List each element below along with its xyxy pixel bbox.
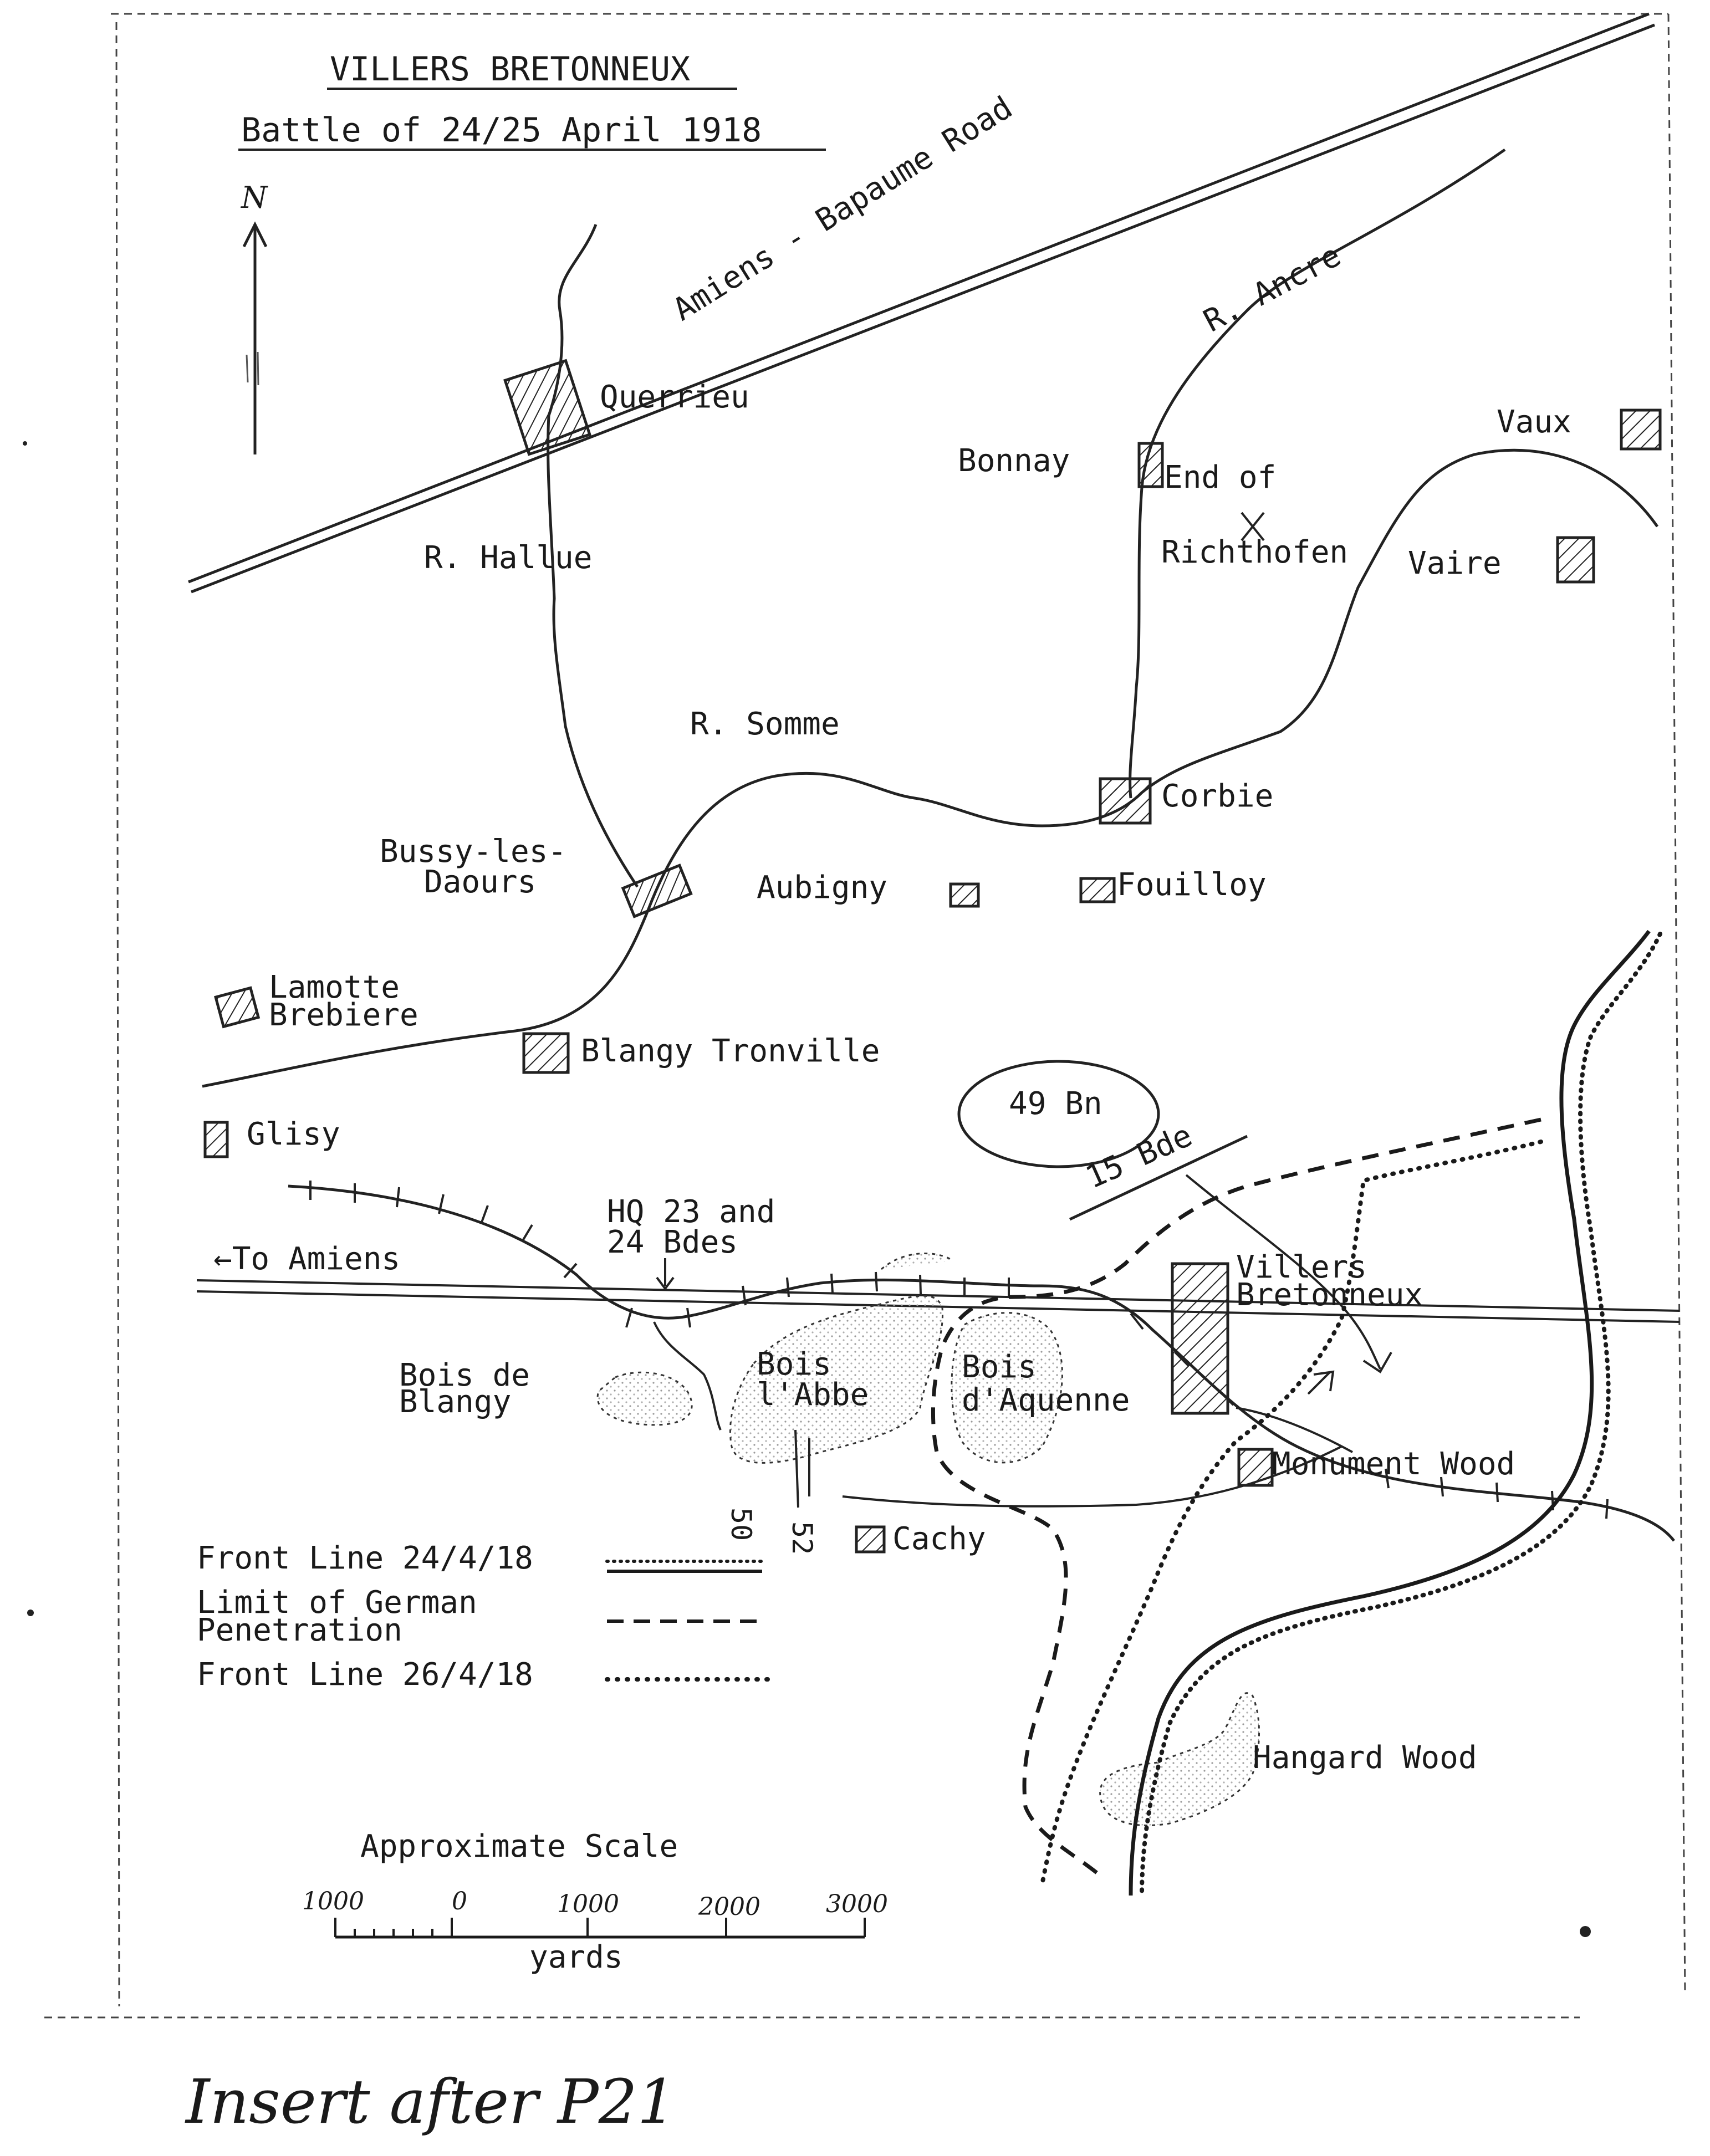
cachy-marker — [856, 1527, 884, 1552]
corbie-label: Corbie — [1161, 778, 1274, 814]
cachy-label: Cachy — [892, 1521, 986, 1557]
querrieu-marker — [505, 361, 590, 454]
monument-wood-label: Monument Wood — [1272, 1446, 1515, 1482]
north-label: N — [241, 180, 268, 215]
vaire-marker — [1558, 538, 1594, 582]
legend-front-26-4-18-label: Front Line 26/4/18 — [197, 1657, 533, 1693]
bonnay-label: Bonnay — [958, 443, 1070, 479]
legend-limit-label-1: Limit of German — [197, 1585, 477, 1621]
to-amiens-label: ←To Amiens — [213, 1241, 401, 1277]
scale-title: Approximate Scale — [360, 1828, 678, 1864]
bois-labbe-label-2: l'Abbe — [757, 1377, 869, 1413]
blangy-tronville-label: Blangy Tronville — [581, 1033, 880, 1069]
end-of-label: End of — [1164, 459, 1277, 495]
bois-de-blangy-label-2: Blangy — [399, 1384, 512, 1420]
legend-limit-label-2: Penetration — [197, 1612, 402, 1648]
bonnay-marker — [1139, 443, 1162, 487]
hq-label-2: 24 Bdes — [607, 1224, 738, 1260]
bois-labbe-north-area — [881, 1253, 953, 1269]
vaire-label: Vaire — [1408, 545, 1502, 581]
rivers — [202, 150, 1657, 1086]
scale-unit: yards — [529, 1939, 623, 1975]
river-somme-label: R. Somme — [690, 706, 840, 742]
scale-tick-1: 1000 — [302, 1887, 364, 1915]
scale-bar — [302, 1828, 888, 1975]
lamotte-marker — [216, 988, 258, 1026]
amiens-bapaume-road-label: Amiens - Bapaume Road — [666, 89, 1019, 328]
blangy-tronville-marker — [524, 1034, 568, 1072]
scale-tick-5: 3000 — [826, 1890, 888, 1918]
unit-50-label: 50 — [725, 1508, 757, 1541]
bn49-label: 49 Bn — [1009, 1086, 1102, 1122]
richthofen-label: Richthofen — [1161, 534, 1349, 570]
aubigny-marker — [951, 884, 978, 906]
map-subtitle: Battle of 24/25 April 1918 — [241, 111, 762, 150]
glisy-marker — [205, 1122, 227, 1157]
lamotte-label-1: Lamotte — [269, 969, 400, 1005]
vaux-label: Vaux — [1497, 404, 1571, 440]
bois-daquenne-label-2: d'Aquenne — [962, 1382, 1130, 1418]
bde15-label: 15 Bde — [1080, 1117, 1198, 1196]
glisy-label: Glisy — [247, 1116, 340, 1152]
corbie-marker — [1100, 779, 1150, 823]
map-title: VILLERS BRETONNEUX — [330, 50, 691, 89]
handwritten-annotation: Insert after P21 — [186, 2066, 676, 2137]
river-ancre-label: R. Ancre — [1198, 237, 1347, 340]
legend-front-24-4-18-label: Front Line 24/4/18 — [197, 1540, 533, 1576]
lamotte-label-2: Brebiere — [269, 997, 418, 1033]
scale-tick-2: 0 — [452, 1887, 467, 1915]
bussy-label-2: Daours — [424, 864, 537, 900]
scale-tick-4: 2000 — [698, 1893, 760, 1921]
bois-labbe-label-1: Bois — [757, 1346, 831, 1382]
monument-wood-marker — [1239, 1449, 1272, 1485]
fouilloy-label: Fouilloy — [1117, 867, 1267, 903]
hangard-wood-label: Hangard Wood — [1253, 1740, 1477, 1776]
bois-de-blangy-area — [598, 1372, 692, 1425]
legend — [197, 1540, 770, 1693]
aubigny-label: Aubigny — [757, 870, 888, 906]
unit-52-label: 52 — [786, 1521, 818, 1555]
vaux-marker — [1621, 410, 1660, 449]
bois-de-blangy-label-1: Bois de — [399, 1357, 530, 1393]
hangard-wood-area — [1100, 1693, 1259, 1826]
bois-daquenne-label-1: Bois — [962, 1349, 1037, 1385]
bussy-marker — [623, 865, 691, 916]
scale-tick-3: 1000 — [557, 1890, 619, 1918]
page-specks — [23, 441, 1591, 1937]
hq-arrow-icon — [657, 1258, 673, 1289]
north-arrow-icon — [240, 180, 268, 454]
villers-label-1: Villers — [1236, 1249, 1367, 1285]
bussy-label-1: Bussy-les- — [380, 834, 567, 870]
river-hallue-label: R. Hallue — [424, 540, 593, 576]
villers-label-2: Bretonneux — [1236, 1277, 1423, 1313]
fouilloy-marker — [1081, 878, 1114, 902]
amiens-bapaume-road — [188, 14, 1655, 592]
hq-label-1: HQ 23 and — [607, 1194, 775, 1230]
querrieu-label: Querrieu — [600, 379, 749, 415]
